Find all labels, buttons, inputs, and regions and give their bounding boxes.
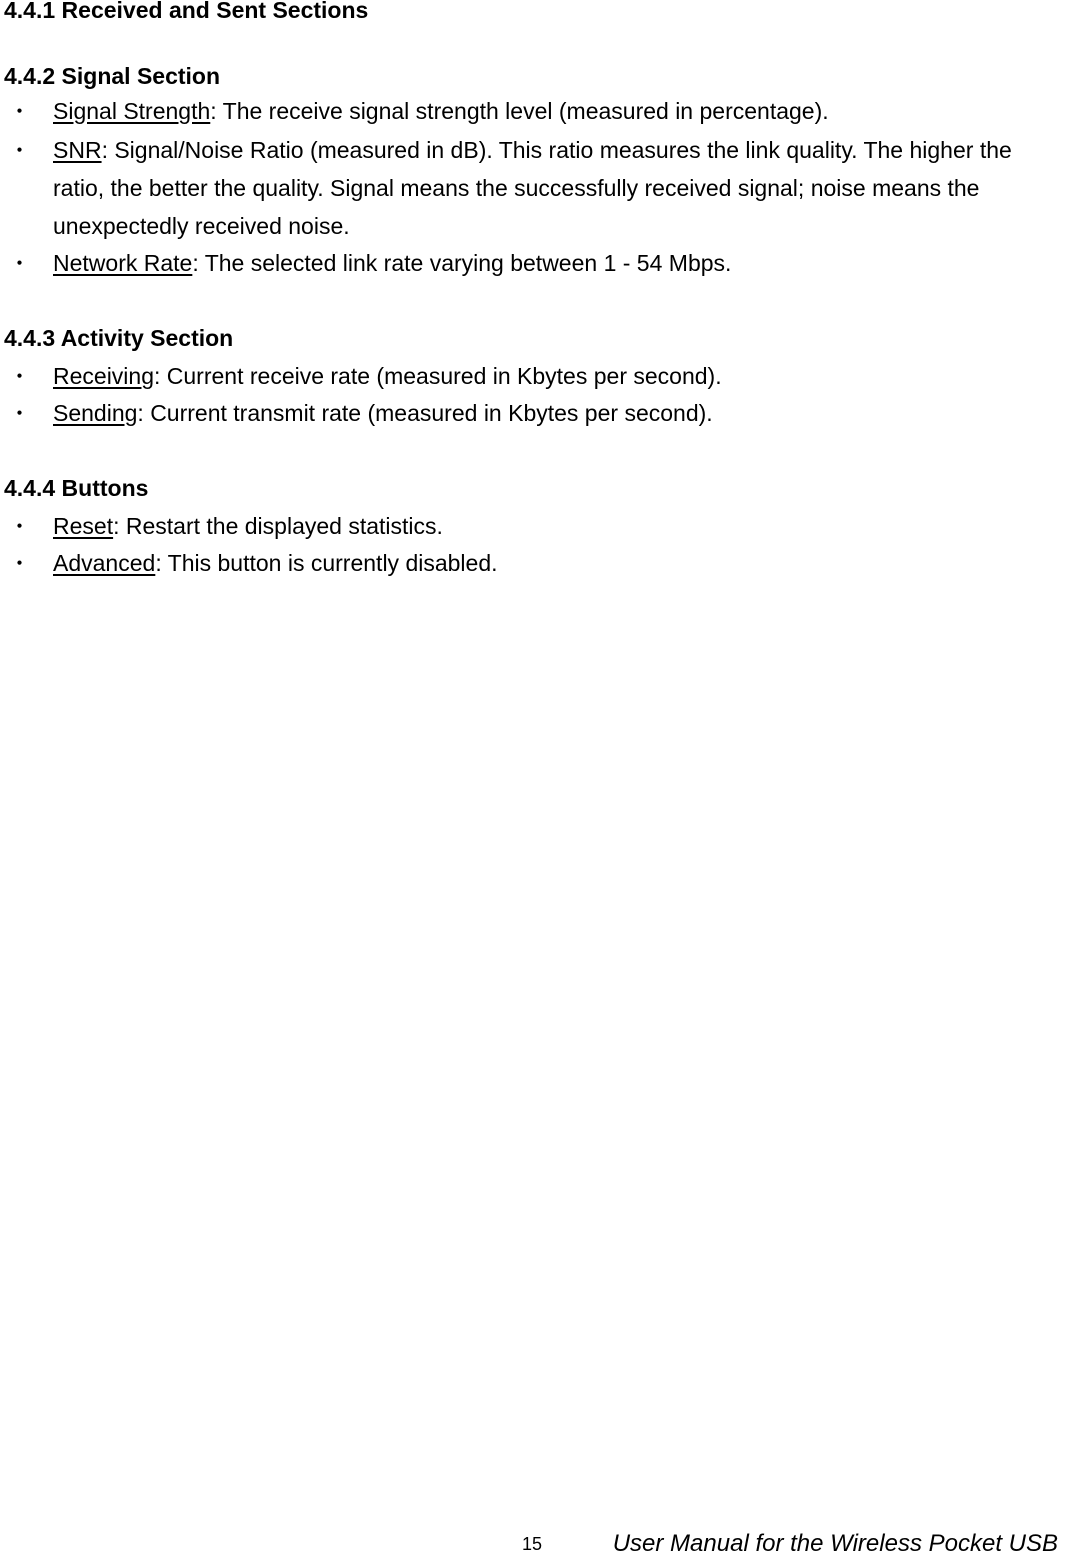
bullet-icon: ・: [8, 363, 31, 389]
list-item-sending: [0, 394, 1069, 432]
term-network-rate: Network Rate: [53, 250, 193, 276]
term-snr: SNR: [53, 137, 102, 163]
desc-receiving: : Current receive rate (measured in Kbytes per second).: [154, 363, 722, 389]
bullet-icon: ・: [8, 98, 31, 124]
manual-title: User Manual for the Wireless Pocket USB: [612, 1530, 1058, 1557]
list-item-signal-strength: [0, 92, 1069, 130]
section-heading-received-sent: 4.4.1 Received and Sent Sections: [4, 0, 369, 23]
desc-snr: : Signal/Noise Ratio (measured in dB). This ratio measures the link quality. The higher the ratio, the better the quality. Signal means the successfully received signal; noise means the unexpectedly received noise.: [53, 137, 1012, 239]
section-heading-buttons: 4.4.4 Buttons: [4, 475, 149, 501]
list-item-snr: [0, 131, 1069, 245]
page-number: 15: [522, 1534, 543, 1554]
term-reset: Reset: [53, 513, 114, 539]
section-heading-activity: 4.4.3 Activity Section: [4, 325, 234, 351]
list-item-network-rate: [0, 244, 1069, 282]
term-sending: Sending: [53, 400, 138, 426]
section-heading-signal: 4.4.2 Signal Section: [4, 63, 221, 89]
list-item-reset: [0, 507, 1069, 545]
list-item-receiving: [0, 357, 1069, 395]
term-signal-strength: Signal Strength: [53, 98, 211, 124]
bullet-icon: ・: [8, 250, 31, 276]
bullet-icon: ・: [8, 137, 31, 163]
desc-signal-strength: : The receive signal strength level (measured in percentage).: [210, 98, 829, 124]
bullet-icon: ・: [8, 400, 31, 426]
bullet-icon: ・: [8, 513, 31, 539]
term-advanced: Advanced: [53, 550, 156, 576]
bullet-icon: ・: [8, 550, 31, 576]
desc-sending: : Current transmit rate (measured in Kbytes per second).: [137, 400, 713, 426]
list-item-advanced: [0, 544, 1069, 582]
desc-reset: : Restart the displayed statistics.: [113, 513, 443, 539]
desc-advanced: : This button is currently disabled.: [155, 550, 498, 576]
term-receiving: Receiving: [53, 363, 154, 389]
desc-network-rate: : The selected link rate varying between 1 - 54 Mbps.: [192, 250, 732, 276]
